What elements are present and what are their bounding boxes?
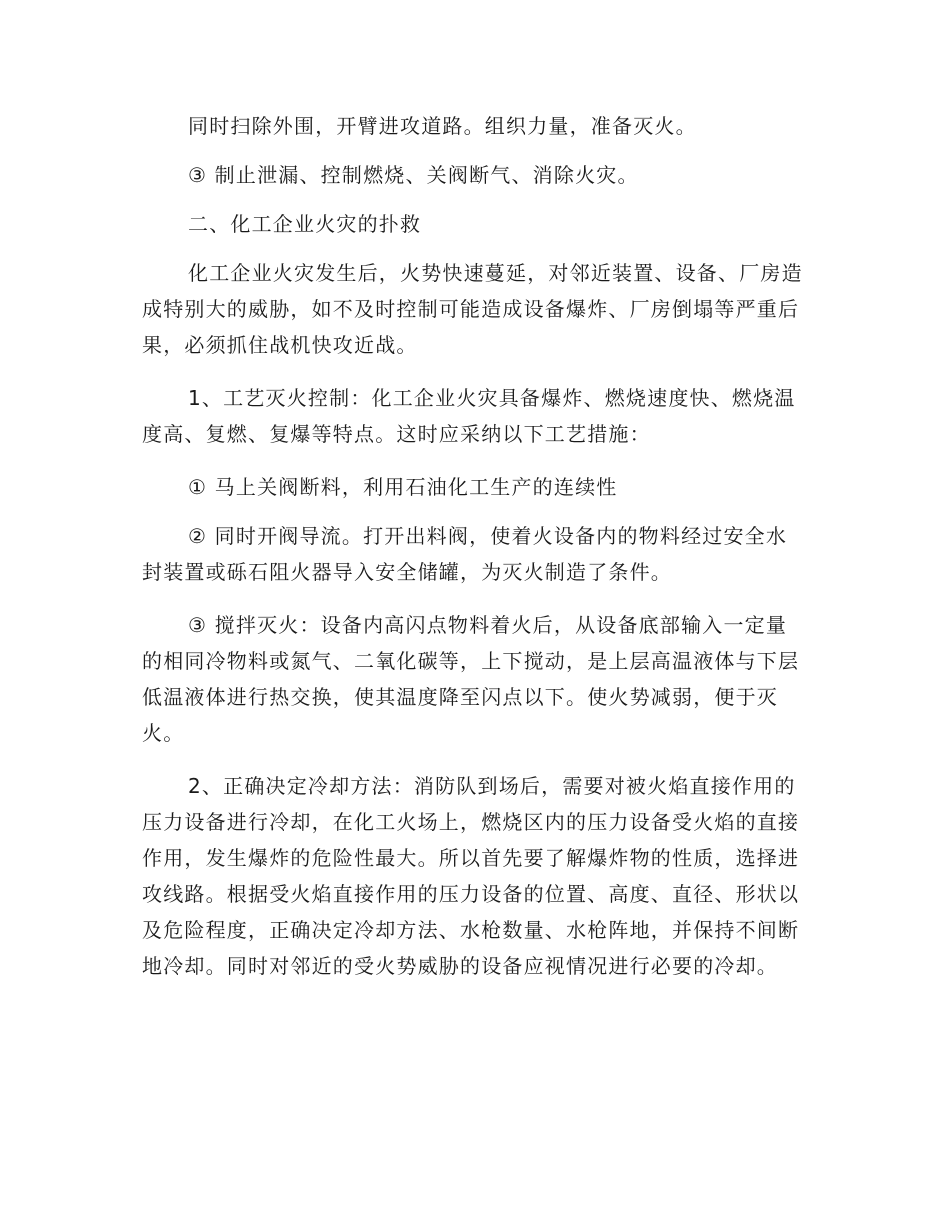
list-item-close-valve: ① 马上关阀断料，利用石油化工生产的连续性 xyxy=(188,475,618,499)
paragraph-intro: 化工企业火灾发生后，火势快速蔓延，对邻近装置、设备、厂房造成特别大的威胁，如不及时控制可能造成设备爆炸、厂房倒塌等严重后果，必须抓住战机快攻近战。 xyxy=(142,261,803,357)
list-item-stir-extinguish: ③ 搅拌灭火：设备内高闪点物料着火后，从设备底部输入一定量的相同冷物料或氮气、二氧化碳等，上下搅动，是上层高温液体与下层低温液体进行热交换，使其温度降至闪点以下。使火势减弱，便于灭火。 xyxy=(142,613,800,745)
list-item-open-valve: ② 同时开阀导流。打开出料阀，使着火设备内的物料经过安全水封装置或砾石阻火器导入安全储罐，为灭火制造了条件。 xyxy=(142,524,788,584)
paragraph-continuation: 同时扫除外围，开臂进攻道路。组织力量，准备灭火。 xyxy=(188,114,697,138)
paragraph-process-control: 1、工艺灭火控制：化工企业火灾具备爆炸、燃烧速度快、燃烧温度高、复燃、复爆等特点。这时应采纳以下工艺措施： xyxy=(142,386,796,446)
section-heading-chemical-fire: 二、化工企业火灾的扑救 xyxy=(188,212,422,236)
paragraph-cooling-method: 2、正确决定冷却方法：消防队到场后，需要对被火焰直接作用的压力设备进行冷却，在化工火场上，燃烧区内的压力设备受火焰的直接作用，发生爆炸的危险性最大。所以首先要了解爆炸物的性质，选择进攻线路。根据受火焰直接作用的压力设备的位置、高度、直径、形状以及危险程度，正确决定冷却方法、水枪数量、水枪阵地，并保持不间断地冷却。同时对邻近的受火势威胁的设备应视情况进行必要的冷却。 xyxy=(142,774,800,978)
list-item-stop-leak: ③ 制止泄漏、控制燃烧、关阀断气、消除火灾。 xyxy=(188,163,639,187)
document-body xyxy=(142,108,806,984)
